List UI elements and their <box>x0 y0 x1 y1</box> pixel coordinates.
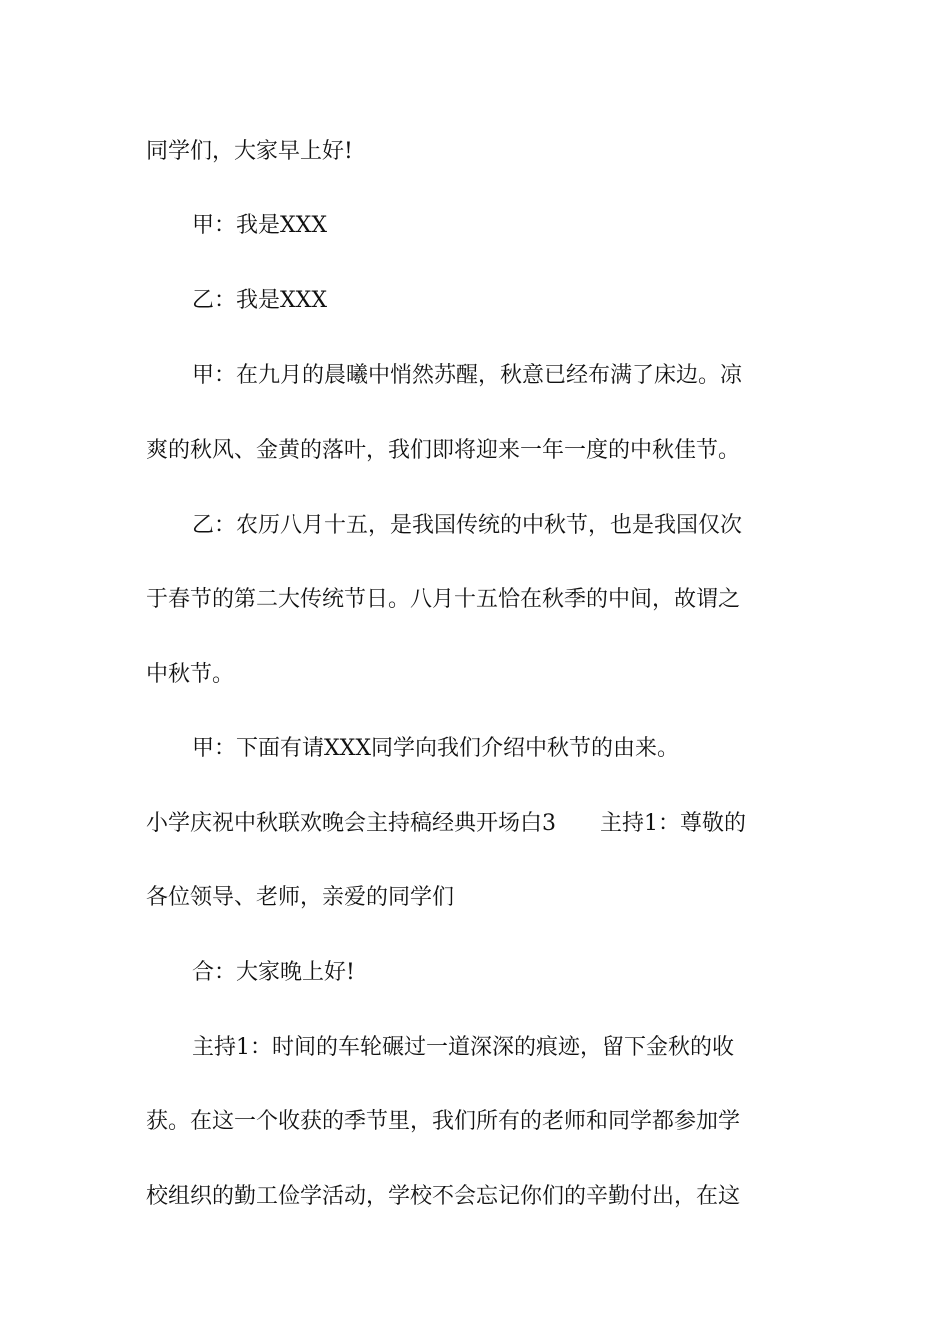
text-line: 乙：农历八月十五，是我国传统的中秋节，也是我国仅次 <box>192 513 743 538</box>
text-line: 合：大家晚上好! <box>192 960 355 985</box>
text-line: 获。在这一个收获的季节里，我们所有的老师和同学都参加学 <box>146 1109 741 1134</box>
text-line: 主持1：时间的车轮碾过一道深深的痕迹，留下金秋的收 <box>192 1035 734 1060</box>
text-line: 甲：在九月的晨曦中悄然苏醒，秋意已经布满了床边。凉 <box>192 363 743 388</box>
text-line: 中秋节。 <box>146 662 235 687</box>
text-line: 各位领导、老师，亲爱的同学们 <box>146 885 455 910</box>
text-line: 甲：我是XXX <box>192 213 327 238</box>
text-line: 小学庆祝中秋联欢晚会主持稿经典开场白3 主持1：尊敬的 <box>146 811 746 836</box>
text-line: 同学们，大家早上好! <box>146 139 353 164</box>
text-line: 于春节的第二大传统节日。八月十五恰在秋季的中间，故谓之 <box>146 587 741 612</box>
text-line: 甲：下面有请XXX同学向我们介绍中秋节的由来。 <box>192 736 679 761</box>
text-line: 乙：我是XXX <box>192 288 327 313</box>
text-line: 校组织的勤工俭学活动，学校不会忘记你们的辛勤付出，在这 <box>146 1184 741 1209</box>
text-line: 爽的秋风、金黄的落叶，我们即将迎来一年一度的中秋佳节。 <box>146 438 741 463</box>
